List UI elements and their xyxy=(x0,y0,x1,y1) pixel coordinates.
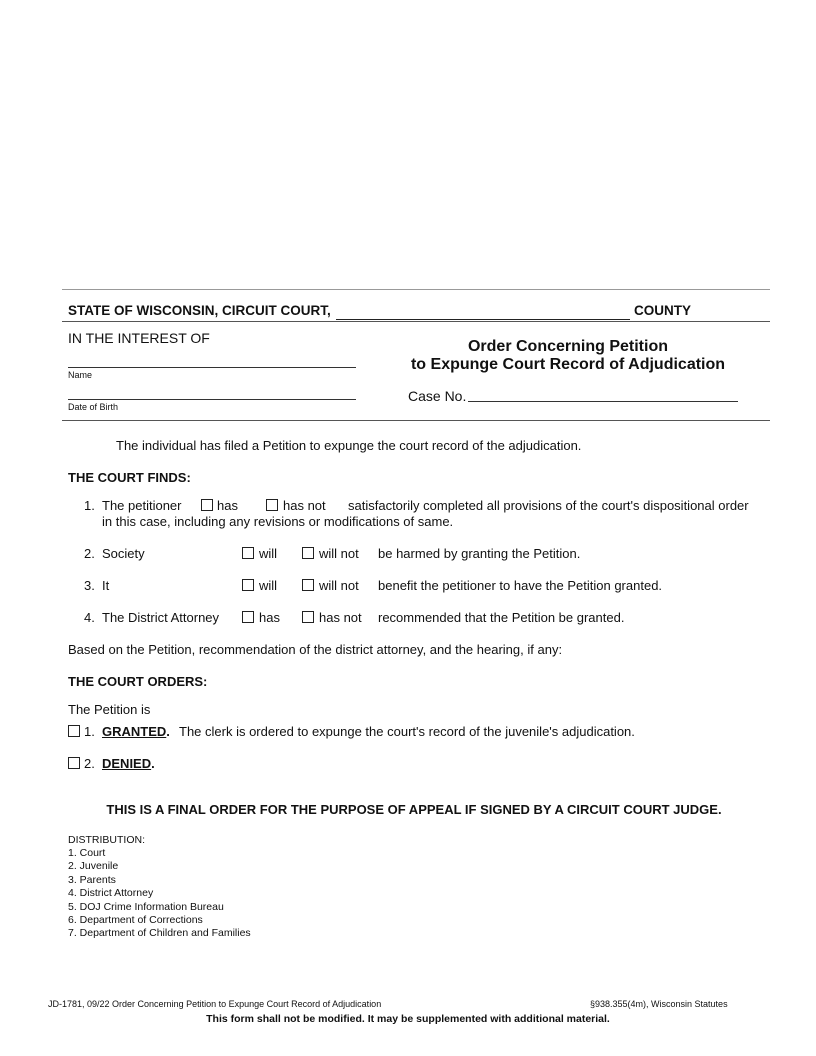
distribution-heading: DISTRIBUTION: xyxy=(68,834,146,846)
modification-notice: This form shall not be modified. It may be supplemented with additional material. xyxy=(206,1013,610,1025)
order1-number: 1. xyxy=(84,724,95,739)
distribution-item: 6. Department of Corrections xyxy=(68,914,203,927)
dob-field[interactable] xyxy=(68,399,356,400)
distribution-list xyxy=(68,847,251,941)
case-no-label: Case No. xyxy=(408,388,467,404)
finding2-number: 2. xyxy=(84,546,95,561)
finding3-will-not-label: will not xyxy=(319,578,359,593)
court-orders-heading: THE COURT ORDERS: xyxy=(68,674,208,689)
finding1-has-not-label: has not xyxy=(283,498,326,513)
finding4-has-label: has xyxy=(259,610,280,625)
finding2-label: Society xyxy=(102,546,145,561)
order1-granted-checkbox[interactable] xyxy=(68,725,80,737)
finding4-text: recommended that the Petition be granted. xyxy=(378,610,625,625)
finding3-text: benefit the petitioner to have the Petition granted. xyxy=(378,578,663,593)
finding3-label: It xyxy=(102,578,110,593)
distribution-item: 4. District Attorney xyxy=(68,887,154,900)
final-order-notice: THIS IS A FINAL ORDER FOR THE PURPOSE OF APPEAL IF SIGNED BY A CIRCUIT COURT JUDGE. xyxy=(106,802,722,817)
finding2-text: be harmed by granting the Petition. xyxy=(378,546,581,561)
in-interest-of-label: IN THE INTEREST OF xyxy=(68,330,210,346)
distribution-item: 3. Parents xyxy=(68,873,116,886)
intro-text: The individual has filed a Petition to expunge the court record of the adjudication. xyxy=(116,438,582,453)
finding3-number: 3. xyxy=(84,578,95,593)
statute-footer: §938.355(4m), Wisconsin Statutes xyxy=(590,999,728,1009)
order2-number: 2. xyxy=(84,756,95,771)
dob-label: Date of Birth xyxy=(68,402,119,412)
distribution-item: 2. Juvenile xyxy=(68,860,119,873)
header-rule xyxy=(62,321,770,322)
form-title-line1: Order Concerning Petition xyxy=(467,338,668,355)
finding4-number: 4. xyxy=(84,610,95,625)
header-bottom-rule xyxy=(62,420,770,421)
finding1-has-not-checkbox[interactable] xyxy=(266,499,278,511)
order1-text: The clerk is ordered to expunge the court's record of the juvenile's adjudication. xyxy=(179,724,635,739)
name-label: Name xyxy=(68,370,93,380)
finding1-text-line2: in this case, including any revisions or modifications of same. xyxy=(102,514,454,529)
finding1-has-checkbox[interactable] xyxy=(201,499,213,511)
finding3-will-not-checkbox[interactable] xyxy=(302,579,314,591)
court-finds-heading: THE COURT FINDS: xyxy=(68,470,191,485)
order2-denied-checkbox[interactable] xyxy=(68,757,80,769)
finding4-has-checkbox[interactable] xyxy=(242,611,254,623)
granted-label: GRANTED xyxy=(102,724,167,739)
distribution-item: 1. Court xyxy=(68,847,106,859)
distribution-item: 5. DOJ Crime Information Bureau xyxy=(68,900,224,913)
form-id-footer: JD-1781, 09/22 Order Concerning Petition to Expunge Court Record of Adjudication xyxy=(48,999,382,1009)
finding2-will-not-label: will not xyxy=(319,546,359,561)
state-court-label: STATE OF WISCONSIN, CIRCUIT COURT, xyxy=(68,303,331,318)
top-rule xyxy=(62,289,770,290)
name-field[interactable] xyxy=(68,367,356,368)
form-title-line2: to Expunge Court Record of Adjudication xyxy=(410,356,726,373)
petition-is-text: The Petition is xyxy=(68,702,151,717)
finding4-label: The District Attorney xyxy=(102,610,220,625)
finding1-text-line1: satisfactorily completed all provisions of the court's dispositional order xyxy=(348,498,749,513)
based-on-text: Based on the Petition, recommendation of the district attorney, and the hearing, if any: xyxy=(68,642,563,657)
finding2-will-not-checkbox[interactable] xyxy=(302,547,314,559)
finding1-number: 1. xyxy=(84,498,95,513)
finding3-will-checkbox[interactable] xyxy=(242,579,254,591)
finding4-has-not-checkbox[interactable] xyxy=(302,611,314,623)
finding1-has-label: has xyxy=(217,498,238,513)
finding2-will-checkbox[interactable] xyxy=(242,547,254,559)
distribution-item: 7. Department of Children and Families xyxy=(68,927,251,940)
case-no-field[interactable] xyxy=(468,401,738,402)
finding4-has-not-label: has not xyxy=(319,610,362,625)
finding2-will-label: will xyxy=(259,546,278,561)
order1-granted-label: GRANTED. xyxy=(102,724,170,739)
denied-label: DENIED xyxy=(102,756,152,771)
county-name-field[interactable] xyxy=(336,319,630,320)
order2-denied-label: DENIED. xyxy=(102,756,155,771)
finding3-will-label: will xyxy=(259,578,278,593)
finding1-label: The petitioner xyxy=(102,498,182,513)
county-label: COUNTY xyxy=(634,303,691,318)
